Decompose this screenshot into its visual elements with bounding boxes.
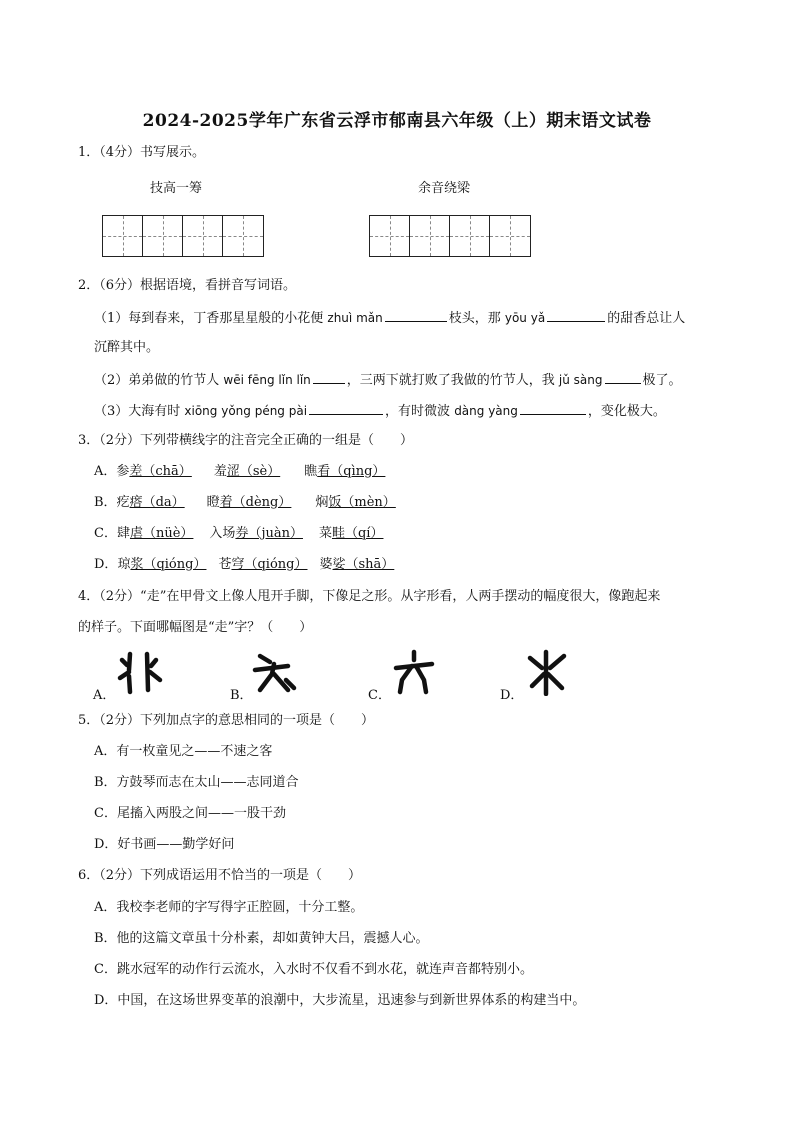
- q3-option-b[interactable]: B．疙瘩（da） 瞪着（dèng） 焖饭（mèn）: [94, 495, 396, 510]
- q1-word-b: 余音绕梁: [418, 181, 471, 196]
- q3-option-d[interactable]: D．琼浆（qióng） 苍穹（qióng） 婆娑（shā）: [94, 557, 395, 572]
- q3-option-a[interactable]: A．参差（chā） 羞涩（sè） 瞧看（qìng）: [94, 464, 386, 479]
- q6-option-a[interactable]: A．我校李老师的字写得字正腔圆，十分工整。: [94, 900, 364, 915]
- answer-blank[interactable]: [605, 369, 641, 384]
- q4-option-b-label[interactable]: B．: [230, 688, 253, 703]
- q3-option-c[interactable]: C．肆虐（nüè） 入场券（juàn） 菜畦（qí）: [94, 526, 384, 541]
- q5-option-a[interactable]: A．有一枚童见之——不速之客: [94, 744, 273, 759]
- oracle-glyph-b-icon[interactable]: [250, 648, 298, 696]
- q2-sentence-1: （1）每到春来，丁香那星星般的小花便 zhuì mǎn 枝头，那 yōu yǎ 的甜香总让人: [94, 307, 685, 329]
- q2-sentence-3: （3）大海有时 xiōng yǒng péng pài ，有时微波 dàng yàng ，变化极大。: [94, 400, 666, 422]
- answer-blank[interactable]: [309, 400, 383, 415]
- writing-grid-b[interactable]: [369, 215, 531, 257]
- oracle-glyph-a-icon[interactable]: [116, 648, 164, 696]
- answer-blank[interactable]: [313, 369, 345, 384]
- q6-option-b[interactable]: B．他的这篇文章虽十分朴素，却如黄钟大吕，震撼人心。: [94, 931, 429, 946]
- q4-option-d-label[interactable]: D．: [500, 688, 524, 703]
- q4-option-c-label[interactable]: C．: [368, 688, 391, 703]
- q1-word-a: 技高一筹: [150, 181, 203, 196]
- q6-option-d[interactable]: D．中国，在这场世界变革的浪潮中，大步流星，迅速参与到新世界体系的构建当中。: [94, 993, 586, 1008]
- q5-option-c[interactable]: C．尾搐入两股之间——一股干劲: [94, 806, 286, 821]
- q5-option-d[interactable]: D．好书画——勤学好问: [94, 837, 235, 852]
- q4-head-cont: 的样子。下面哪幅图是“走”字？（ ）: [78, 620, 313, 635]
- oracle-glyph-d-icon[interactable]: [522, 648, 570, 696]
- page-title: 2024-2025学年广东省云浮市郁南县六年级（上）期末语文试卷: [142, 111, 652, 131]
- q4-head: 4．（2分）“走”在甲骨文上像人甩开手脚，下像足之形。从字形看，人两手摆动的幅度很大，像跑起来: [78, 589, 661, 604]
- q2-head: 2．（6分）根据语境，看拼音写词语。: [78, 278, 297, 293]
- q3-head: 3．（2分）下列带横线字的注音完全正确的一组是（ ）: [78, 433, 414, 448]
- q2-sentence-1-cont: 沉醉其中。: [94, 340, 160, 355]
- q1-head: 1．（4分）书写展示。: [78, 145, 206, 160]
- answer-blank[interactable]: [385, 307, 447, 322]
- q6-head: 6．（2分）下列成语运用不恰当的一项是（ ）: [78, 868, 362, 883]
- q4-option-a-label[interactable]: A．: [93, 688, 116, 703]
- answer-blank[interactable]: [547, 307, 605, 322]
- q5-option-b[interactable]: B．方鼓琴而志在太山——志同道合: [94, 775, 299, 790]
- q6-option-c[interactable]: C．跳水冠军的动作行云流水，入水时不仅看不到水花，就连声音都特别小。: [94, 962, 533, 977]
- writing-grid-a[interactable]: [102, 215, 264, 257]
- q2-sentence-2: （2）弟弟做的竹节人 wēi fēng lǐn lǐn ，三两下就打败了我做的竹节人，我 jǔ sàng 极了。: [94, 369, 682, 391]
- oracle-glyph-c-icon[interactable]: [390, 648, 438, 696]
- q5-head: 5．（2分）下列加点字的意思相同的一项是（ ）: [78, 713, 375, 728]
- answer-blank[interactable]: [520, 400, 586, 415]
